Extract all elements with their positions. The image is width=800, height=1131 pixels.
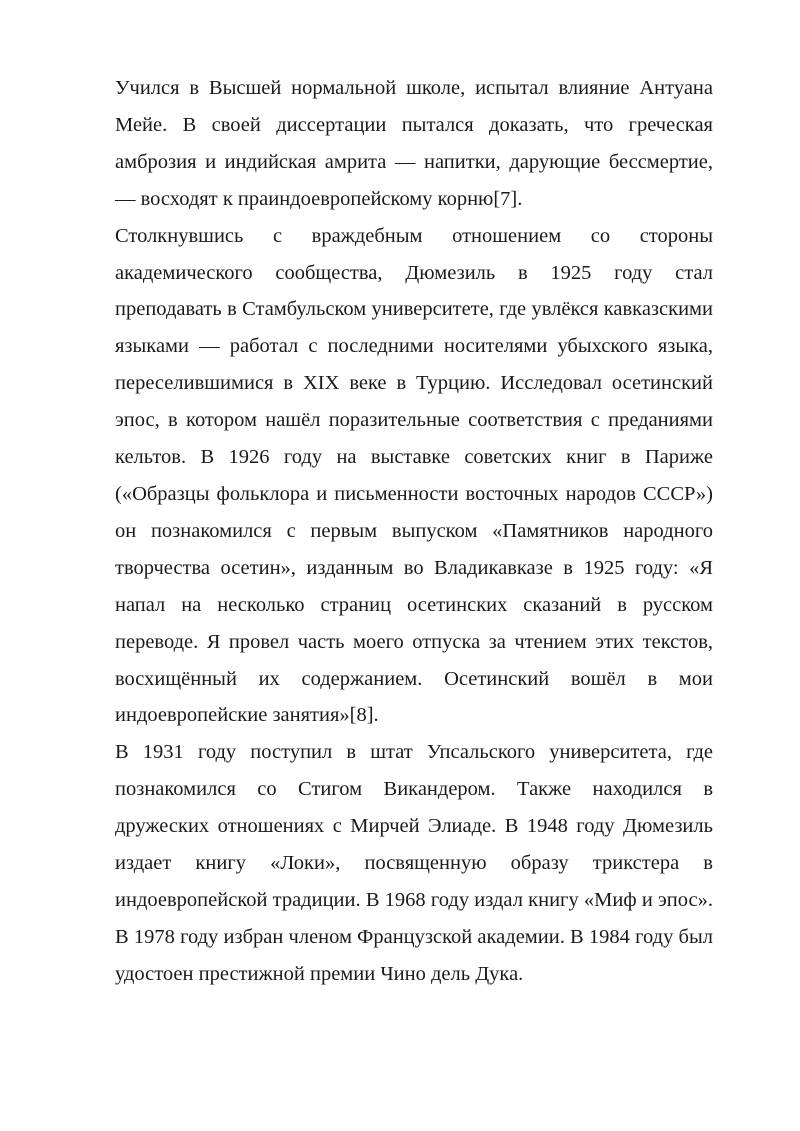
paragraph-education: Учился в Высшей нормальной школе, испытал влияние Антуана Мейе. В своей диссертации пытался доказать, что греческая амброзия и индийская амрита — напитки, дарующие бессмертие, — восходят к праиндоевропейскому корню[7]. — [115, 77, 713, 210]
document-page — [115, 70, 713, 993]
paragraph-istanbul-ossetian-epic: Столкнувшись с враждебным отношением со стороны академического сообщества, Дюмезиль в 1925 году стал преподавать в Стамбульском университете, где увлёкся кавказскими языками — работал с последними носителями убыхского языка, переселившимися в XIX веке в Турцию. Исследовал осетинский эпос, в котором нашёл поразительные соответствия с преданиями кельтов. В 1926 году на выставке советских книг в Париже («Образцы фольклора и письменности восточных народов СССР») он познакомился с первым выпуском «Памятников народного творчества осетин», изданным во Владикавказе в 1925 году: «Я напал на несколько страниц осетинских сказаний в русском переводе. Я провел часть моего отпуска за чтением этих текстов, восхищённый их содержанием. Осетинский вошёл в мои индоевропейские занятия»[8]. — [115, 224, 713, 727]
paragraph-uppsala-career: В 1931 году поступил в штат Упсальского университета, где познакомился со Стигом Викандером. Также находился в дружеских отношениях с Мирчей Элиаде. В 1948 году Дюмезиль издает книгу «Локи», посвященную образу трикстера в индоевропейской традиции. В 1968 году издал книгу «Миф и эпос». В 1978 году избран членом Французской академии. В 1984 году был удостоен престижной премии Чино дель Дука. — [115, 741, 713, 985]
